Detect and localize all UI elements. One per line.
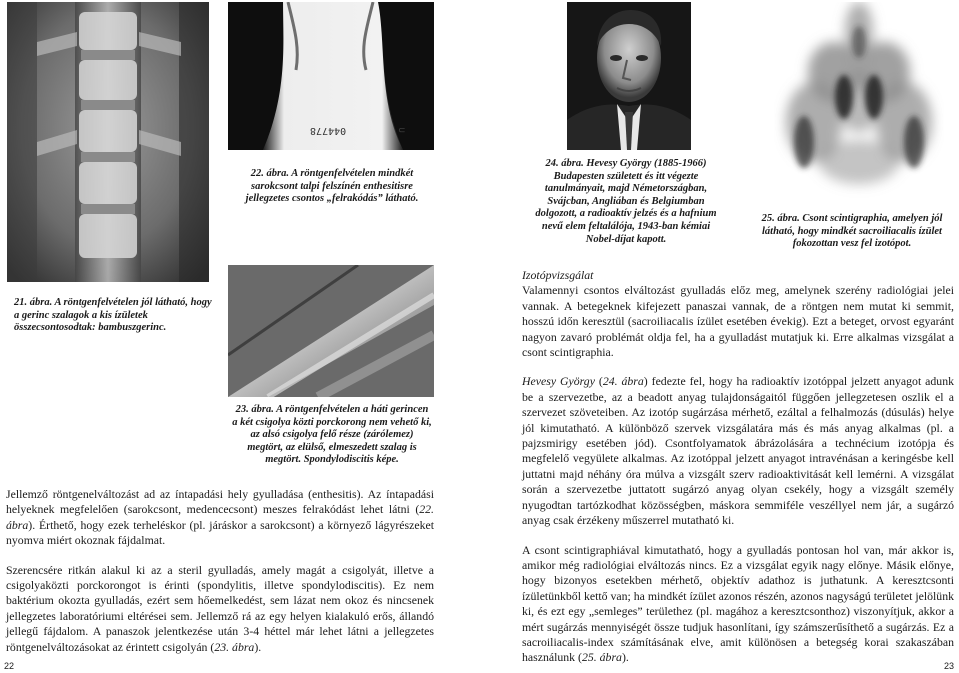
right-p2-figure-ref: 24. ábra bbox=[602, 374, 644, 389]
left-paragraph-1 bbox=[6, 487, 434, 549]
figure-22-heel-xray bbox=[228, 2, 434, 150]
figure-24-label: 24. ábra. bbox=[545, 158, 584, 169]
scintigraphy-image bbox=[774, 2, 944, 202]
left-p2-figure-ref: 23. ábra bbox=[214, 639, 255, 654]
left-page-body bbox=[6, 487, 434, 655]
left-p1-figure-ref: 22. ábra bbox=[6, 502, 434, 532]
right-p3-text-a: A csont scintigraphiával kimutatható, hogy a gyulladás pontosan hol van, már akkor is, amikor még radiológiai elváltozás nincs. Ez a vizsgálat egyik nagy előnye. Másik előnye, hogy bizonyos esetekben mérhető, objektív adathoz is juthatunk. A keresztcsonti ízületünkből kettő van; ha mindkét ízület azonos részén, azonos nagyságú területet jelölünk ki, és ezt egy „semleges” területhez (pl. magához a keresztcsonthoz) viszonyítjuk, akkor a mért sugárzás mennyiségét össze tudjuk hasonlítani, így számszerűsíthető a sugárzás. Ez a sacroiliacalis-index számításának elve, amit különösen a betegség korai szakaszában használunk ( bbox=[522, 542, 954, 665]
figure-21-caption bbox=[14, 297, 214, 335]
figure-23-text: A röntgenfelvételen a háti gerincen a két csigolya közti porckorong nem vehető ki, az alsó csigolya felő része (zárólemez) megtört, az elülső, elmeszedett szalag is megtört. Spondylodiscitis képe. bbox=[232, 404, 432, 466]
figure-24-caption bbox=[526, 158, 726, 246]
right-p2-person-name: Hevesy György bbox=[522, 374, 595, 389]
figure-25-text: Csont scintigraphia, amelyen jól látható, hogy mindkét sacroiliacalis ízület fokozottan vesz fel izotópot. bbox=[762, 213, 943, 250]
left-p1-text-a: Jellemző röntgenelváltozást ad az íntapadási hely gyulladása (enthesitis). Az íntapadási helyeknek megfelelően (sarokcsont, medencecsont) meszes felrakódást lehet látni ( bbox=[6, 487, 434, 517]
figure-23-spine-xray bbox=[228, 265, 434, 397]
figure-23-caption bbox=[232, 404, 432, 467]
figure-25-label: 25. ábra. bbox=[761, 213, 800, 224]
figure-21-text: A röntgenfelvételen jól látható, hogy a gerinc szalagok a kis ízületek összecsontosodtak: bambuszgerinc. bbox=[14, 297, 212, 334]
figure-24-portrait bbox=[567, 2, 691, 150]
right-paragraph-1: Valamennyi csontos elváltozást gyulladás előz meg, amelynek szerény radiológiai jelei vannak. A betegeknek kifejezett panaszai vannak, de a röntgen nem mutat ki semmit, hosszú időn keresztül (sacroiliacalis ízület esetében évekig). Ezt a beteget, orvost egyaránt nagyon zavaró problémát oldja fel, ha a gyulladást mutatjuk ki. Erre alkalmas vizsgálat a csont scintigraphia. bbox=[522, 283, 954, 360]
figure-23-label: 23. ábra. bbox=[235, 404, 274, 415]
right-page-number: 23 bbox=[944, 661, 955, 671]
thoracic-xray-image bbox=[228, 265, 434, 397]
right-paragraph-3 bbox=[522, 543, 954, 666]
right-p3-figure-ref: 25. ábra bbox=[581, 650, 622, 665]
section-heading: Izotópvizsgálat bbox=[522, 268, 594, 282]
figure-22-text: A röntgenfelvételen mindkét sarokcsont talpi felszínén enthesitisre jellegzetes csontos „felrakódás” látható. bbox=[245, 168, 419, 205]
portrait-image bbox=[567, 2, 691, 150]
film-mark-c: ⊂ bbox=[398, 126, 406, 136]
right-paragraph-2 bbox=[522, 374, 954, 528]
left-paragraph-2 bbox=[6, 563, 434, 655]
right-p2-text-b: ) fedezte fel, hogy ha radioaktív izotóppal jelzett anyagot adunk be a szervezetbe, az a beadott anyag tulajdonságaitól függően jellegzetesen oszlik el a szervezet szöveteiben. Az izotóp sugárzása mérhető, ezáltal a felhalmozás (dúsulás) helye jól kimutatható. A különböző szervek vizsgálatára más és más anyag alkalmas (pl. a pajzsmirigy esetében jód). Csontfolyamatok ábrázolására a technécium izotópja és megfelelő vegyülete alkalmas. Az izotóppal jelzett anyagot intravénásan a keringésbe kell juttatni majd néhány óra múlva a vizsgált szerv radioaktivitását kell lemérni. A vizsgálat során a szervezetbe juttatott sugárzó anyag olyan csekély, hogy a vizsgált személy nyugodtan tartózkodhat közösségben, máskora semmiféle veszéllyel nem jár, a sugárzó anyag csak érzékeny műszerrel mutatható ki. bbox=[522, 374, 954, 528]
film-marking: 044778 bbox=[310, 125, 347, 136]
left-p2-text-a: Szerencsére ritkán alakul ki az a steril gyulladás, amely magát a csigolyát, illetve a csigolyaközti porckorongot is érinti (spondylitis, illetve spondylodiscitis). Ez nem baktérium okozta gyulladás, ezért sem hőemelkedést, sem lázat nem okoz és nincsenek jellegzetes laboratóriumi eltérései sem. Jellemző rá az egy helyen kialakuló erős, állandó jellegű fájdalom. A panaszok jelentkezése után 3-4 héttel már lehet látni a jellegzetes röntgenelváltozásokat az érintett csigolyán ( bbox=[6, 562, 434, 654]
right-p2-text-a: ( bbox=[594, 374, 603, 389]
left-p1-text-b: ). Érthető, hogy ezek terheléskor (pl. járáskor a sarokcsont) a környező lágyrészeket nyomva miért okoznak fájdalmat. bbox=[6, 517, 434, 548]
figure-21-spine-xray bbox=[7, 2, 209, 282]
left-page-number: 22 bbox=[4, 661, 15, 671]
figure-22-caption bbox=[232, 168, 432, 206]
figure-22-label: 22. ábra. bbox=[250, 168, 290, 179]
figure-21-label: 21. ábra. bbox=[14, 297, 53, 308]
figure-25-scintigraphy bbox=[774, 2, 944, 202]
figure-25-caption bbox=[752, 213, 952, 251]
spine-xray-image bbox=[7, 2, 209, 282]
figure-24-text: Hevesy György (1885-1966) Budapesten született és itt végezte tanulmányait, majd Németországban, Svájcban, Angliában és Belgiumban dolgozott, a radioaktív jelzés és a hafnium nevű elem feltalálója, 1943-ban kémiai Nobel-díjat kapott. bbox=[535, 158, 717, 245]
left-p2-text-b: ). bbox=[254, 639, 262, 654]
right-p3-text-b: ). bbox=[621, 650, 629, 665]
right-page-body bbox=[522, 268, 954, 666]
